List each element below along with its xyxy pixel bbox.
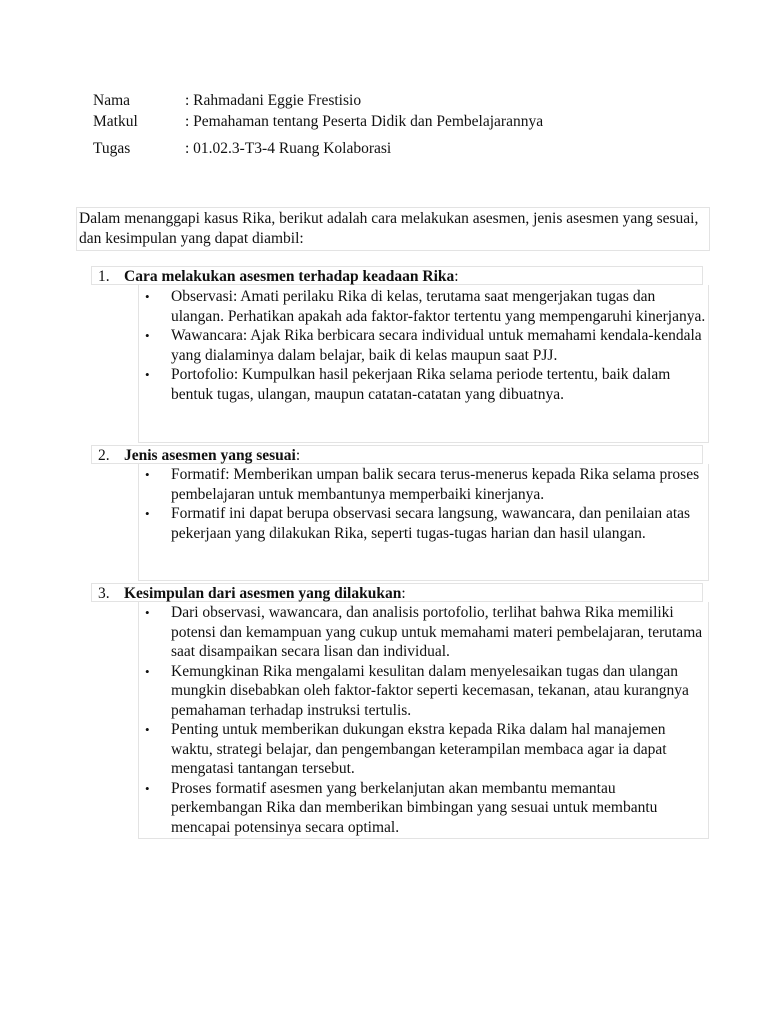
intro-paragraph: Dalam menanggapi kasus Rika, berikut adalah cara melakukan asesmen, jenis asesmen yang sesuai, dan kesimpulan yang dapat diambil: [76, 207, 710, 251]
bullet-item: • Formatif ini dapat berupa observasi secara langsung, wawancara, dan penilaian atas pekerjaan yang dilakukan Rika, seperti tugas-tugas harian dan hasil ulangan. [139, 504, 708, 543]
section-title: Kesimpulan dari asesmen yang dilakukan [124, 585, 402, 602]
section-heading-2 [91, 445, 703, 464]
bullet-list [139, 465, 708, 543]
header-value: : Rahmadani Eggie Frestisio [185, 92, 362, 109]
section-number: 3. [98, 585, 110, 602]
header-row-matkul [93, 111, 543, 132]
bullet-item: • Formatif: Memberikan umpan balik secara terus-menerus kepada Rika selama proses pembelajaran untuk membantunya memperbaiki kinerjanya. [139, 465, 708, 504]
section-heading-3 [91, 583, 703, 602]
header-block [93, 90, 543, 159]
section-body-1 [138, 285, 709, 443]
section-heading-1 [91, 266, 703, 285]
bullet-item: • Dari observasi, wawancara, dan analisis portofolio, terlihat bahwa Rika memiliki potensi dan kemampuan yang cukup untuk memahami materi pembelajaran, terutama saat disampaikan secara lisan dan individual. [139, 603, 708, 662]
bullet-item: • Penting untuk memberikan dukungan ekstra kepada Rika dalam hal manajemen waktu, strategi belajar, dan pengembangan keterampilan membaca agar ia dapat mengatasi tantangan tersebut. [139, 720, 708, 779]
header-label: Tugas [93, 140, 131, 157]
bullet-item: • Observasi: Amati perilaku Rika di kelas, terutama saat mengerjakan tugas dan ulangan. Perhatikan apakah ada faktor-faktor tertentu yang mempengaruhi kinerjanya. [139, 287, 708, 326]
header-value: : 01.02.3-T3-4 Ruang Kolaborasi [185, 140, 392, 157]
bullet-item: • Proses formatif asesmen yang berkelanjutan akan membantu memantau perkembangan Rika dan memberikan bimbingan yang sesuai untuk membantu mencapai potensinya secara optimal. [139, 779, 708, 838]
header-row-nama [93, 90, 543, 111]
section-number: 2. [98, 447, 110, 464]
section-title-suffix: : [401, 585, 406, 602]
header-value: : Pemahaman tentang Peserta Didik dan Pembelajarannya [185, 113, 544, 130]
section-title: Jenis asesmen yang sesuai [124, 447, 296, 464]
section-title: Cara melakukan asesmen terhadap keadaan Rika [124, 268, 455, 285]
section-title-suffix: : [454, 268, 459, 285]
header-row-tugas [93, 138, 543, 159]
bullet-item: • Portofolio: Kumpulkan hasil pekerjaan Rika selama periode tertentu, baik dalam bentuk tugas, ulangan, maupun catatan-catatan yang dibuatnya. [139, 365, 708, 404]
header-label: Matkul [93, 113, 138, 130]
bullet-list [139, 603, 708, 837]
bullet-item: • Wawancara: Ajak Rika berbicara secara individual untuk memahami kendala-kendala yang dialaminya dalam belajar, baik di kelas maupun saat PJJ. [139, 326, 708, 365]
section-number: 1. [98, 268, 110, 285]
bullet-list [139, 287, 708, 404]
section-title-suffix: : [295, 447, 301, 464]
bullet-item: • Kemungkinan Rika mengalami kesulitan dalam menyelesaikan tugas dan ulangan mungkin disebabkan oleh faktor-faktor seperti kecemasan, tekanan, atau kurangnya pemahaman terhadap instruksi tertulis. [139, 662, 708, 721]
header-label: Nama [93, 92, 131, 109]
section-body-3 [138, 602, 709, 839]
section-body-2 [138, 464, 709, 581]
